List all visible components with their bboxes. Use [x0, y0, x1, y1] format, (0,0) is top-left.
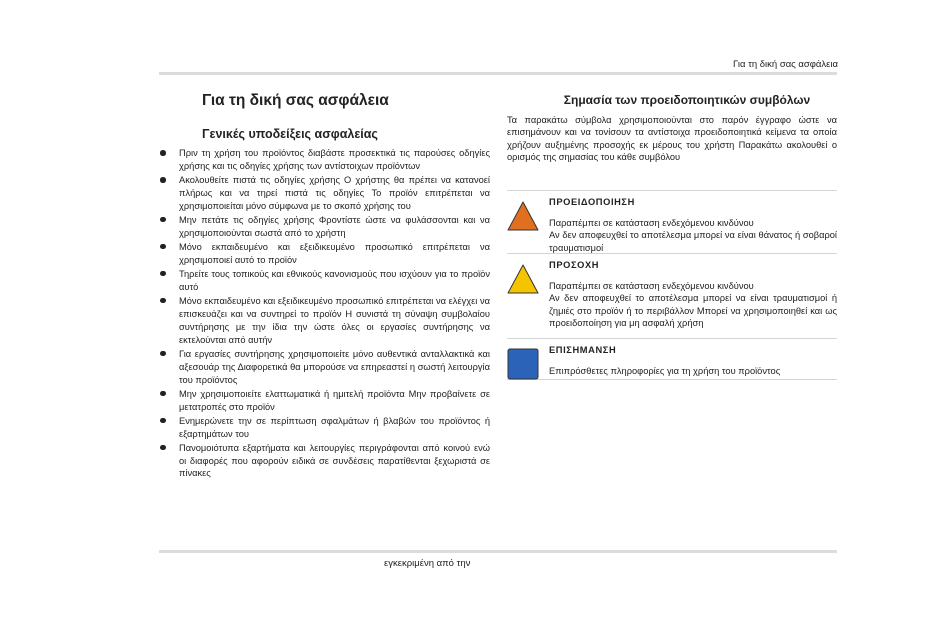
- symbol-description: Αν δεν αποφευχθεί το αποτέλεσμα μπορεί να είναι θάνατος ή σοβαροί τραυματισμοί: [549, 230, 837, 253]
- bottom-rule: [159, 550, 837, 553]
- symbol-heading: ΠΡΟΣΟΧΗ: [549, 260, 600, 270]
- caution-triangle-yellow-icon: [507, 263, 539, 295]
- list-item: Πριν τη χρήση του προϊόντος διαβάστε προσεκτικά τις παρούσες οδηγίες χρήσης και τις οδηγίες χρήσης των αντίστοιχων προϊόντων: [160, 147, 490, 173]
- bullet-icon: [160, 445, 166, 451]
- left-column: [160, 90, 490, 482]
- list-item: Μόνο εκπαιδευμένο και εξειδικευμένο προσωπικό επιτρέπεται να ελέγχει να επισκευάζει και να συντηρεί το προϊόν Η συνιστά τη σύναψη συμβολαίου συντήρησης με την ίδια την ώστε όλες οι εργασίες συντήρησης να εκτελούνται από αυτήν: [160, 295, 490, 347]
- bullet-icon: [160, 298, 166, 304]
- bullet-icon: [160, 177, 166, 183]
- symbol-row-warning: [507, 190, 837, 253]
- running-header: Για τη δική σας ασφάλεια: [733, 59, 838, 70]
- bullet-icon: [160, 418, 166, 424]
- warning-triangle-orange-icon: [507, 200, 539, 232]
- bullet-icon: [160, 271, 166, 277]
- symbols-section-title: Σημασία των προειδοποιητικών συμβόλων: [563, 93, 811, 107]
- bullet-icon: [160, 391, 166, 397]
- list-item: Πανομοιότυπα εξαρτήματα και λειτουργίες περιγράφονται από κοινού ενώ οι διαφορές που αφορούν ειδικά σε συνδέσεις παρατίθενται ξεχωριστά σε πίνακες: [160, 442, 490, 481]
- list-item: Ακολουθείτε πιστά τις οδηγίες χρήσης Ο χρήστης θα πρέπει να κατανοεί πλήρως και να τηρεί πιστά τις οδηγίες Το προϊόν επιτρέπεται να χρησιμοποιείται μόνο σύμφωνα με το σκοπό χρήσης του: [160, 174, 490, 213]
- page-footer: εγκεκριμένη από την: [384, 558, 471, 569]
- bullet-icon: [160, 150, 166, 156]
- list-item: Τηρείτε τους τοπικούς και εθνικούς κανονισμούς που ισχύουν για το προϊόν αυτό: [160, 268, 490, 294]
- symbol-list: [507, 190, 837, 380]
- symbol-row-note: [507, 338, 837, 380]
- page-title: Για τη δική σας ασφάλεια: [202, 92, 389, 109]
- list-item: Μην χρησιμοποιείτε ελαττωματικά ή ημιτελή προϊόντα Μην προβαίνετε σε μετατροπές στο προϊόν: [160, 388, 490, 414]
- symbol-row-caution: [507, 253, 837, 338]
- right-column: [507, 92, 837, 376]
- symbol-heading: ΠΡΟΕΙΔΟΠΟΙΗΣΗ: [549, 197, 635, 207]
- list-item: Μόνο εκπαιδευμένο και εξειδικευμένο προσωπικό επιτρέπεται να χρησιμοποιεί αυτό το προϊόν: [160, 241, 490, 267]
- symbol-description: Επιπρόσθετες πληροφορίες για τη χρήση του προϊόντος: [549, 366, 781, 376]
- section-subtitle: Γενικές υποδείξεις ασφαλείας: [202, 127, 378, 141]
- symbol-description: Παραπέμπει σε κατάσταση ενδεχόμενου κινδύνου: [549, 218, 754, 228]
- top-rule: [159, 72, 837, 75]
- bullet-icon: [160, 244, 166, 250]
- bullet-icon: [160, 217, 166, 223]
- symbol-description: Παραπέμπει σε κατάσταση ενδεχόμενου κινδύνου: [549, 281, 754, 291]
- list-item: Μην πετάτε τις οδηγίες χρήσης Φροντίστε ώστε να φυλάσσονται και να χρησιμοποιούνται σωστά από το χρήστη: [160, 214, 490, 240]
- safety-list: [160, 147, 490, 480]
- symbol-heading: ΕΠΙΣΗΜΑΝΣΗ: [549, 345, 617, 355]
- symbols-intro: Τα παρακάτω σύμβολα χρησιμοποιούνται στο παρόν έγγραφο ώστε να επισημάνουν και να τονίσουν τα αντίστοιχα προειδοποιητικά κείμενα τα οποία χρήζουν αυξημένης προσοχής εκ μέρους του χρήστη Παρακάτω ακολουθεί ο ορισμός της σημασίας του κάθε συμβόλου: [507, 115, 837, 163]
- bullet-icon: [160, 351, 166, 357]
- list-item: Ενημερώνετε την σε περίπτωση σφαλμάτων ή βλαβών του προϊόντος ή εξαρτημάτων του: [160, 415, 490, 441]
- list-item: Για εργασίες συντήρησης χρησιμοποιείτε μόνο αυθεντικά ανταλλακτικά και αξεσουάρ της Διαφορετικά θα μπορούσε να επηρεαστεί η σωστή λειτουργία του προϊόντος: [160, 348, 490, 387]
- note-square-blue-icon: [507, 348, 539, 380]
- symbol-description: Αν δεν αποφευχθεί το αποτέλεσμα μπορεί να είναι τραυματισμοί ή ζημιές στο προϊόν ή το περιβάλλον Μπορεί να χρησιμοποιηθεί και ως προειδοποίηση για μη ασφαλή χρήση: [549, 293, 837, 328]
